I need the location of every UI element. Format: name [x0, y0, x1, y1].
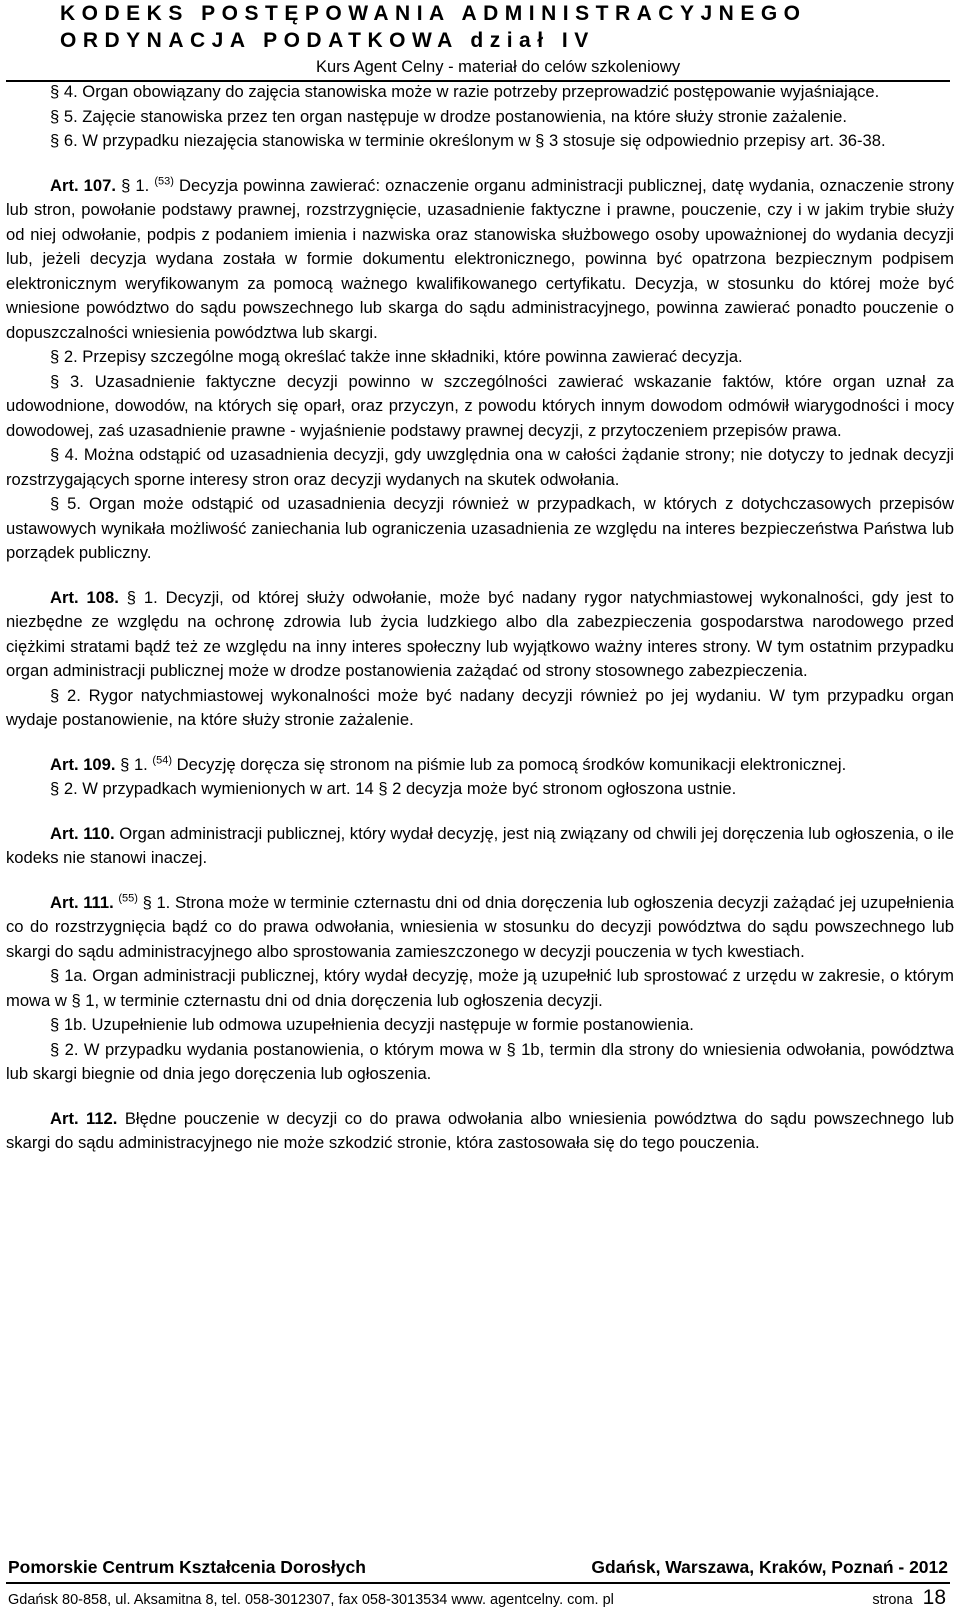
art-107-label: Art. 107. [50, 175, 116, 195]
art-108-p1-text: § 1. Decyzji, od której służy odwołanie, może być nadany rygor natychmiastowej wykonalności, gdy jest to niezbędne ze względu na ochronę zdrowia lub życia ludzkiego albo dla zabezpieczenia gospodarstwa narodowego przed ciężkimi stratami bądź też ze względu na inny interes społeczny lub wyjątkowo ważny interes strony. W tym ostatnim przypadku organ administracji publicznej może w drodze postanowienia zażądać od strony stosownego zabezpieczenia. [6, 587, 955, 680]
page-label: strona [872, 1592, 913, 1608]
paragraph-6: § 6. W przypadku niezajęcia stanowiska w terminie określonym w § 3 stosuje się odpowiednio przepisy art. 36-38. [50, 131, 886, 150]
art-110-paragraph [6, 822, 954, 871]
footnote-54: (54) [152, 753, 172, 766]
footer-rule [6, 1582, 950, 1584]
art-107-paragraph-1 [6, 174, 954, 346]
art-110-label: Art. 110. [50, 823, 115, 843]
page-number-block [872, 1586, 946, 1610]
art-109-paragraph-2: § 2. W przypadkach wymienionych w art. 14 § 2 decyzja może być stronom ogłoszona ustnie. [50, 779, 737, 798]
header-title-line2: ORDYNACJA PODATKOWA dział IV [60, 29, 595, 52]
footer-organization: Pomorskie Centrum Kształcenia Dorosłych [8, 1557, 366, 1577]
art-111-paragraph-1b: § 1b. Uzupełnienie lub odmowa uzupełnienia decyzji następuje w formie postanowienia. [50, 1015, 694, 1034]
footer-address: Gdańsk 80-858, ul. Aksamitna 8, tel. 058-3012307, fax 058-3013534 www. agentcelny. com. pl [8, 1592, 614, 1608]
art-109-p1-number: § 1. [120, 754, 148, 774]
art-112-label: Art. 112. [50, 1108, 118, 1128]
document-body [6, 80, 954, 1156]
footer-locations: Gdańsk, Warszawa, Kraków, Poznań - 2012 [591, 1557, 948, 1577]
art-111-paragraph-1a: § 1a. Organ administracji publicznej, który wydał decyzję, może ją uzupełnić lub sprostować z urzędu w zakresie, o którym mowa w § 1, w terminie czternastu dni od dnia doręczenia lub ogłoszenia decyzji. [6, 966, 954, 1010]
art-111-p1-text: § 1. Strona może w terminie czternastu dni od dnia doręczenia lub ogłoszenia decyzji zażądać jej uzupełnienia co do rozstrzygnięcia bądź co do prawa odwołania, wniesienia w stosunku do decyzji powództwa do sądu powszechnego lub skargi do sądu administracyjnego albo sprostowania zamieszczonego w decyzji pouczenia w tych kwestiach. [6, 892, 954, 961]
footnote-53: (53) [154, 174, 174, 187]
footnote-55: (55) [118, 891, 138, 904]
paragraph-4: § 4. Organ obowiązany do zajęcia stanowiska może w razie potrzeby przeprowadzić postępowanie wyjaśniające. [50, 82, 880, 101]
art-107-p1-number: § 1. [121, 175, 150, 195]
art-107-paragraph-4: § 4. Można odstąpić od uzasadnienia decyzji, gdy uwzględnia ona w całości żądanie strony; nie dotyczy to jednak decyzji rozstrzygających sporne interesy stron oraz decyzji wydanych na skutek odwołania. [6, 445, 954, 489]
page-number: 18 [922, 1586, 946, 1609]
art-107-paragraph-3: § 3. Uzasadnienie faktyczne decyzji powinno w szczególności zawierać wskazanie faktów, które organ uznał za udowodnione, dowodów, na których się oparł, oraz przyczyn, z powodu których innym dowodom odmówił wiarygodności i mocy dowodowej, zaś uzasadnienie prawne - wyjaśnienie podstawy prawnej decyzji, z przytoczeniem przepisów prawa. [6, 371, 954, 440]
art-110-text: Organ administracji publicznej, który wydał decyzję, jest nią związany od chwili jej doręczenia lub ogłoszenia, o ile kodeks nie stanowi inaczej. [6, 823, 954, 867]
art-112-text: Błędne pouczenie w decyzji co do prawa odwołania albo wniesienia powództwa do sądu powszechnego lub skargi do sądu administracyjnego nie może szkodzić stronie, która zastosowała się do tego pouczenia. [6, 1108, 954, 1152]
art-107-paragraph-2: § 2. Przepisy szczególne mogą określać także inne składniki, które powinna zawierać decyzja. [50, 347, 743, 366]
art-108-label: Art. 108. [50, 587, 119, 607]
header-subtitle: Kurs Agent Celny - materiał do celów szkoleniowy [316, 58, 681, 76]
header-title-line1: KODEKS POSTĘPOWANIA ADMINISTRACYJNEGO [60, 2, 807, 25]
art-109-p1-text: Decyzję doręcza się stronom na piśmie lub za pomocą środków komunikacji elektronicznej. [176, 754, 847, 774]
art-109-paragraph-1 [6, 753, 954, 778]
art-111-paragraph-1 [6, 891, 954, 965]
paragraph-5: § 5. Zajęcie stanowiska przez ten organ następuje w drodze postanowienia, na które służy stronie zażalenie. [50, 106, 847, 126]
art-112-paragraph [6, 1107, 954, 1156]
art-111-paragraph-2: § 2. W przypadku wydania postanowienia, o którym mowa w § 1b, termin dla strony do wniesienia odwołania, powództwa lub skargi biegnie od dnia jego doręczenia lub ogłoszenia. [6, 1039, 954, 1083]
art-109-label: Art. 109. [50, 754, 116, 774]
art-107-paragraph-5: § 5. Organ może odstąpić od uzasadnienia decyzji również w przypadkach, w których z dotychczasowych przepisów ustawowych wynikała możliwość zaniechania lub ograniczenia uzasadnienia ze względu na interes bezpieczeństwa Państwa lub porządek publiczny. [6, 494, 954, 562]
art-107-p1-text: Decyzja powinna zawierać: oznaczenie organu administracji publicznej, datę wydania, oznaczenie strony lub stron, powołanie podstawy prawnej, rozstrzygnięcie, uzasadnienie faktyczne i prawne, pouczenie, czy i w jakim trybie służy od niej odwołanie, podpis z podaniem imienia i nazwiska oraz stanowiska służbowego osoby upoważnionej do wydania decyzji lub, jeżeli decyzja wydana została w formie dokumentu elektronicznego, powinna być opatrzona bezpiecznym podpisem elektronicznym weryfikowanym za pomocą ważnego kwalifikowanego certyfikatu. Decyzja, w stosunku do której może być wniesione powództwo do sądu powszechnego lub skarga do sądu administracyjnego, powinna zawierać ponadto pouczenie o dopuszczalności wniesienia powództwa lub skargi. [6, 175, 954, 342]
art-108-paragraph-1 [6, 586, 954, 684]
art-111-label: Art. 111. [50, 892, 114, 912]
art-108-paragraph-2: § 2. Rygor natychmiastowej wykonalności może być nadany decyzji również po jej wydaniu. W tym przypadku organ wydaje postanowienie, na które służy stronie zażalenie. [6, 685, 954, 729]
